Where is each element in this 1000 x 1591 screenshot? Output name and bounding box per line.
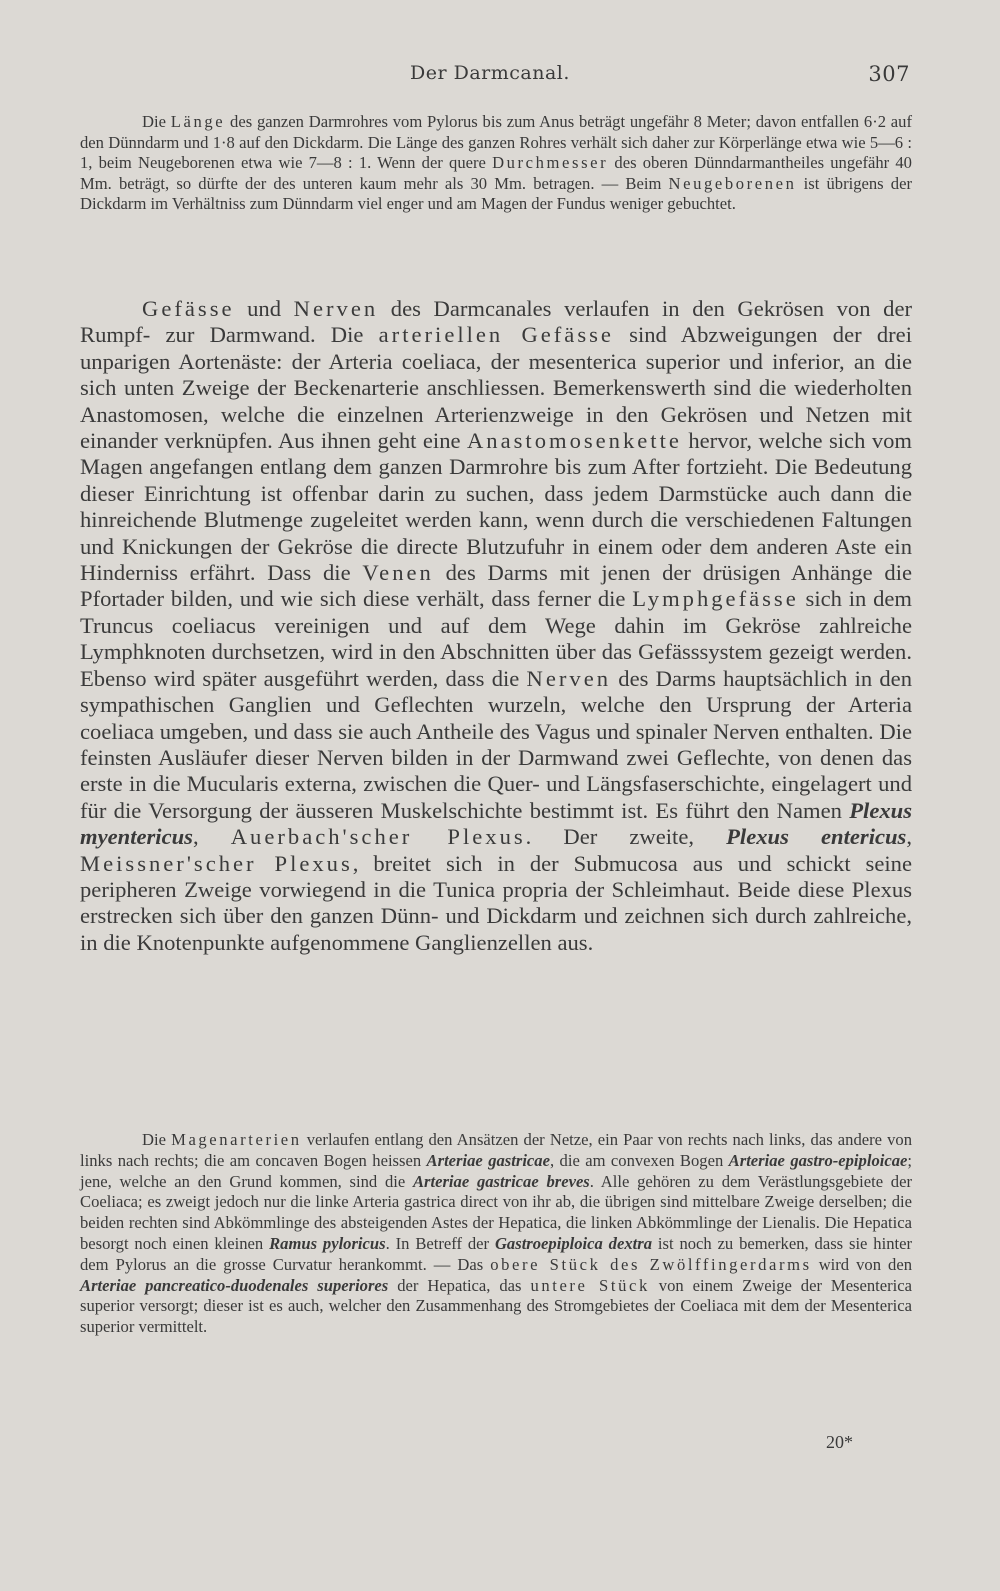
paragraph-text xyxy=(80,296,912,956)
spaced-term: obere Stück des Zwölffingerdarms xyxy=(490,1254,812,1274)
italic-term: Arteriae pancreatico-duodenales superiores xyxy=(80,1275,389,1295)
spaced-term: Neugeborenen xyxy=(668,173,797,193)
signature-mark: 20* xyxy=(826,1432,853,1452)
text-run: , xyxy=(906,824,913,850)
spaced-term: Nerven xyxy=(526,665,612,691)
spaced-term: Auerbach'scher Plexus xyxy=(230,824,526,850)
text-run: , xyxy=(192,824,231,850)
text-run: . Der zweite, xyxy=(525,824,727,850)
text-run: ist noch zu bemerken, dass sie hinter dem Pylorus an die grosse Curvatur herankommt. — Das xyxy=(80,1233,913,1274)
spaced-term: untere Stück xyxy=(530,1275,650,1295)
page-number: 307 xyxy=(868,62,910,86)
text-run: des oberen Dünndarmantheiles ungefähr 40 Mm. beträgt, so dürfte der des unteren kaum mehr als 30 Mm. betragen. — Beim xyxy=(80,153,912,193)
italic-term: Ramus pyloricus xyxy=(269,1233,386,1253)
spaced-term: Lymphgefässe xyxy=(632,586,799,612)
italic-term: Plexus entericus xyxy=(726,824,907,850)
paragraph-text xyxy=(80,112,912,215)
italic-term: Arteriae gastricae xyxy=(426,1150,550,1170)
paragraph-gastric-arteries xyxy=(80,1130,912,1338)
text-run: ; jene, welche an den Grund kommen, sind die xyxy=(80,1150,913,1191)
spaced-term: Nerven xyxy=(293,296,379,321)
italic-term: Plexus myentericus xyxy=(80,797,912,850)
text-run: der Hepatica, das xyxy=(388,1275,531,1295)
text-run: sich in dem Truncus coeliacus vereinigen und auf dem Wege dahin im Gekröse zahlreiche Lymphknoten durchsetzen, wird in den Abschnitten über das Gefässsystem gezeigt werden. Ebenso wird später ausgeführt werden, dass die xyxy=(80,586,912,691)
spaced-term: Durchmesser xyxy=(492,153,609,173)
italic-term: Arteriae gastricae breves xyxy=(412,1171,590,1191)
running-title: Der Darmcanal. xyxy=(410,62,570,84)
spaced-term: Gefässe xyxy=(142,296,235,321)
text-run: wird von den xyxy=(811,1254,912,1274)
spaced-term: Venen xyxy=(362,560,434,586)
spaced-term: Magenarterien xyxy=(171,1130,302,1149)
text-run: Die xyxy=(142,1130,172,1149)
paragraph-vessels-nerves xyxy=(80,296,912,956)
text-run: des Darmcanales verlaufen in den Gekrösen von der Rumpf- zur Darmwand. Die xyxy=(80,296,912,348)
text-run: Die xyxy=(142,112,171,131)
text-run: . In Betreff der xyxy=(385,1233,495,1253)
spaced-term: Anastomosenkette xyxy=(466,428,682,454)
text-run: hervor, welche sich vom Magen angefangen entlang dem ganzen Darmrohre bis zum After fortzieht. Die Bedeutung dieser Einrichtung ist offenbar darin zu suchen, dass jedem Darmstücke auch dann die hinreichende Blutmenge zugeleitet werden kann, wenn durch die verschiedenen Faltungen und Knickungen der Gekröse die directe Blutzufuhr in einem oder dem anderen Aste ein Hinderniss erfährt. Dass die xyxy=(80,428,912,586)
spaced-term: Länge xyxy=(170,112,226,131)
italic-term: Arteriae gastro-epiploicae xyxy=(728,1150,908,1170)
text-run: des Darms hauptsächlich in den sympathischen Ganglien und Geflechten wurzeln, welche den Ursprung der Arteria coeliaca umgeben, und dass sie auch Antheile des Vagus und spinaler Nerven enthalten. Die feinsten Ausläufer dieser Nerven bilden in der Darmwand zwei Geflechte, von denen das erste in die Mucularis externa, zwischen die Quer- und Längsfaserschichte, eingelagert und für die Versorgung der äusseren Muskelschichte bestimmt ist. Es führt den Namen xyxy=(80,665,912,823)
italic-term: Gastroepiploica dextra xyxy=(494,1233,653,1253)
spaced-term: arteriellen Gefässe xyxy=(378,322,614,348)
spaced-term: Meissner'scher Plexus xyxy=(80,850,353,876)
text-run: des Darms mit jenen der drüsigen Anhänge die Pfortader bilden, und wie sich diese verhält, dass ferner die xyxy=(80,560,912,612)
paragraph-text xyxy=(80,1130,912,1338)
text-run: des ganzen Darmrohres vom Pylorus bis zum Anus beträgt ungefähr 8 Meter; davon entfallen 6·2 auf den Dünndarm und 1·8 auf den Dickdarm. Die Länge des ganzen Rohres verhält sich daher zur Körperlänge etwa wie 5—6 : 1, beim Neugeborenen etwa wie 7—8 : 1. Wenn der quere xyxy=(80,112,912,173)
text-run: , die am convexen Bogen xyxy=(549,1150,729,1170)
text-run: von einem Zweige der Mesenterica superior versorgt; dieser ist es auch, welcher den Zusammenhang des Stromgebietes der Coeliaca mit dem der Mesenterica superior vermittelt. xyxy=(80,1275,913,1337)
paragraph-length xyxy=(80,112,912,215)
text-run: sind Abzweigungen der drei unparigen Aortenäste: der Arteria coeliaca, der mesenterica superior und inferior, an die sich unten Zweige der Beckenarterie anschliessen. Bemerkenswerth sind die wiederholten Anastomosen, welche die einzelnen Arterienzweige in den Gekrösen und Netzen mit einander verknüpfen. Aus ihnen geht eine xyxy=(80,322,912,454)
text-run: ist übrigens der Dickdarm im Verhältniss zum Dünndarm viel enger und am Magen der Fundus weniger gebuchtet. xyxy=(80,173,912,214)
text-run: und xyxy=(234,296,294,321)
text-run: verlaufen entlang den Ansätzen der Netze, ein Paar von rechts nach links, das andere von links nach rechts; die am concaven Bogen heissen xyxy=(80,1130,913,1170)
text-run: . Alle gehören zu dem Verästlungsgebiete der Coeliaca; es zweigt jedoch nur die linke Arteria gastrica direct von ihr ab, die übrigen sind mittelbare Zweige derselben; die beiden rechten sind Abkömmlinge des absteigenden Astes der Hepatica, die linken Abkömmlinge der Lienalis. Die Hepatica besorgt noch einen kleinen xyxy=(80,1171,912,1253)
text-run: , breitet sich in der Submucosa aus und schickt seine peripheren Zweige vorwiegend in die Tunica propria der Schleimhaut. Beide diese Plexus erstrecken sich über den ganzen Dünn- und Dickdarm und zeichnen sich durch zahlreiche, in die Knotenpunkte aufgenommene Ganglienzellen aus. xyxy=(80,850,912,955)
running-head xyxy=(80,58,910,88)
